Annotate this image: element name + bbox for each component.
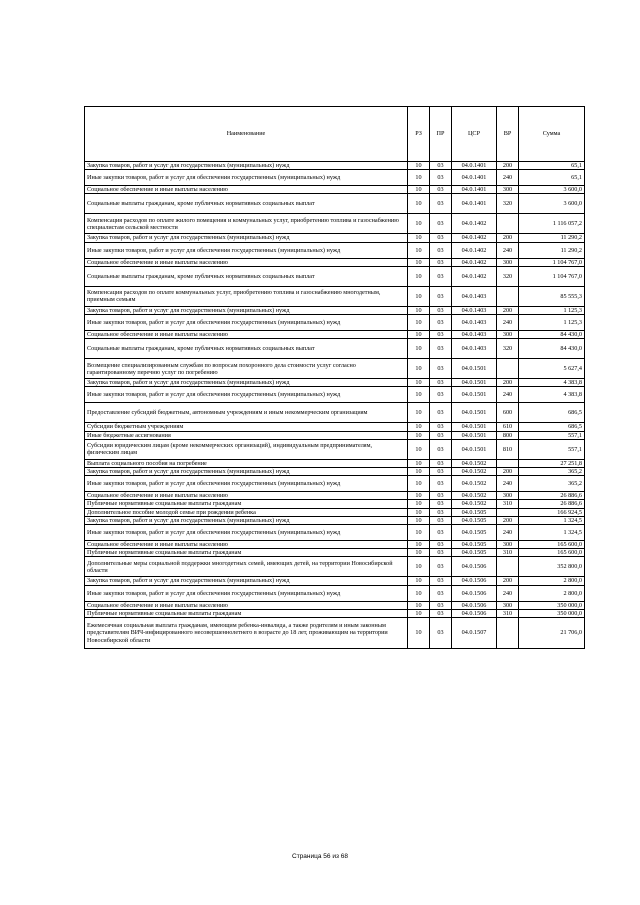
cell-rz: 10 [408,331,430,339]
cell-rz: 10 [408,459,430,467]
cell-pr: 03 [430,500,452,508]
cell-name: Иные закупки товаров, работ и услуг для обеспечения государственных (муниципальных) нужд [85,315,408,331]
cell-pr: 03 [430,306,452,314]
cell-vr [497,214,519,234]
cell-rz: 10 [408,516,430,524]
cell-vr: 300 [497,186,519,194]
cell-pr: 03 [430,525,452,541]
table-row [85,601,585,609]
cell-pr: 03 [430,186,452,194]
cell-pr: 03 [430,585,452,601]
cell-rz: 10 [408,557,430,577]
cell-sum: 5 627,4 [519,359,585,379]
cell-name: Ежемесячная социальная выплата гражданам, имеющим ребенка-инвалида, а также родителям и иным законным представителям ВИЧ-инфицированного несовершеннолетнего в возрасте до 18 лет, проживающим на территории Новосибирской области [85,618,408,649]
cell-rz: 10 [408,234,430,242]
table-row [85,439,585,459]
cell-sum: 1 104 767,0 [519,266,585,286]
cell-rz: 10 [408,618,430,649]
cell-name: Социальные выплаты гражданам, кроме публичных нормативных социальных выплат [85,266,408,286]
cell-vr: 600 [497,403,519,423]
cell-name: Дополнительные меры социальной поддержки многодетных семей, имеющих детей, на территории Новосибирской области [85,557,408,577]
cell-csr: 04.0.1506 [452,557,497,577]
cell-csr: 04.0.1501 [452,439,497,459]
cell-rz: 10 [408,214,430,234]
table-row [85,214,585,234]
table-row [85,431,585,439]
table-row [85,492,585,500]
table-row [85,170,585,186]
table-header [85,107,585,162]
cell-pr: 03 [430,431,452,439]
cell-name: Иные закупки товаров, работ и услуг для обеспечения государственных (муниципальных) нужд [85,476,408,492]
cell-pr: 03 [430,508,452,516]
cell-csr: 04.0.1506 [452,577,497,585]
cell-pr: 03 [430,387,452,403]
cell-vr: 300 [497,492,519,500]
cell-pr: 03 [430,315,452,331]
cell-sum: 165 600,0 [519,549,585,557]
cell-vr: 300 [497,258,519,266]
table-row [85,186,585,194]
cell-pr: 03 [430,194,452,214]
cell-rz: 10 [408,186,430,194]
cell-csr: 04.0.1502 [452,476,497,492]
cell-sum: 2 800,0 [519,577,585,585]
cell-sum: 365,2 [519,476,585,492]
cell-name: Компенсация расходов по оплате жилого помещения и коммунальных услуг, приобретению топлива и газоснабжению специалистам сельской местности [85,214,408,234]
cell-rz: 10 [408,577,430,585]
cell-rz: 10 [408,387,430,403]
cell-rz: 10 [408,339,430,359]
cell-sum: 27 251,8 [519,459,585,467]
cell-vr: 300 [497,601,519,609]
cell-csr: 04.0.1501 [452,423,497,431]
cell-csr: 04.0.1401 [452,170,497,186]
cell-pr: 03 [430,423,452,431]
cell-vr: 200 [497,306,519,314]
cell-vr: 240 [497,170,519,186]
cell-name: Социальное обеспечение и иные выплаты населению [85,258,408,266]
header-rz: РЗ [408,107,430,162]
cell-rz: 10 [408,601,430,609]
cell-sum: 21 706,0 [519,618,585,649]
cell-vr: 300 [497,541,519,549]
cell-csr: 04.0.1505 [452,549,497,557]
cell-pr: 03 [430,379,452,387]
table-row [85,423,585,431]
cell-csr: 04.0.1402 [452,266,497,286]
cell-vr: 200 [497,468,519,476]
cell-rz: 10 [408,549,430,557]
cell-rz: 10 [408,194,430,214]
cell-vr: 300 [497,331,519,339]
cell-vr [497,286,519,306]
cell-csr: 04.0.1501 [452,403,497,423]
cell-rz: 10 [408,286,430,306]
cell-sum: 85 555,3 [519,286,585,306]
cell-pr: 03 [430,618,452,649]
cell-vr: 240 [497,315,519,331]
cell-rz: 10 [408,500,430,508]
cell-name: Предоставление субсидий бюджетным, автономным учреждениям и иным некоммерческим организациям [85,403,408,423]
table-row [85,609,585,617]
cell-sum: 84 430,0 [519,339,585,359]
table-row [85,286,585,306]
cell-pr: 03 [430,286,452,306]
cell-rz: 10 [408,431,430,439]
cell-name: Закупка товаров, работ и услуг для государственных (муниципальных) нужд [85,234,408,242]
cell-rz: 10 [408,423,430,431]
cell-pr: 03 [430,492,452,500]
table-row [85,508,585,516]
cell-rz: 10 [408,306,430,314]
table-row [85,516,585,524]
cell-sum: 557,1 [519,431,585,439]
cell-sum: 1 324,5 [519,516,585,524]
cell-rz: 10 [408,242,430,258]
cell-name: Закупка товаров, работ и услуг для государственных (муниципальных) нужд [85,306,408,314]
cell-sum: 65,1 [519,170,585,186]
cell-vr: 200 [497,516,519,524]
cell-rz: 10 [408,439,430,459]
table-row [85,339,585,359]
cell-csr: 04.0.1401 [452,186,497,194]
page-footer: Страница 56 из 68 [292,853,348,860]
cell-csr: 04.0.1403 [452,315,497,331]
cell-vr: 310 [497,500,519,508]
cell-sum: 65,1 [519,162,585,170]
cell-pr: 03 [430,577,452,585]
cell-vr: 810 [497,439,519,459]
table-row [85,585,585,601]
cell-csr: 04.0.1401 [452,194,497,214]
table-row [85,500,585,508]
cell-pr: 03 [430,162,452,170]
cell-rz: 10 [408,609,430,617]
cell-sum: 350 000,0 [519,601,585,609]
table-row [85,242,585,258]
cell-sum: 1 104 767,0 [519,258,585,266]
cell-name: Иные закупки товаров, работ и услуг для обеспечения государственных (муниципальных) нужд [85,585,408,601]
table-row [85,194,585,214]
cell-pr: 03 [430,242,452,258]
cell-csr: 04.0.1506 [452,601,497,609]
cell-pr: 03 [430,609,452,617]
cell-csr: 04.0.1502 [452,459,497,467]
cell-name: Социальное обеспечение и иные выплаты населению [85,492,408,500]
cell-csr: 04.0.1502 [452,492,497,500]
cell-vr: 240 [497,242,519,258]
cell-pr: 03 [430,468,452,476]
cell-sum: 165 600,0 [519,541,585,549]
cell-name: Публичные нормативные социальные выплаты гражданам [85,500,408,508]
cell-rz: 10 [408,585,430,601]
cell-rz: 10 [408,170,430,186]
cell-name: Возмещение специализированным службам по вопросам похоронного дела стоимости услуг согласно гарантированному перечню услуг по погребению [85,359,408,379]
cell-rz: 10 [408,476,430,492]
table-row [85,476,585,492]
cell-vr: 800 [497,431,519,439]
cell-sum: 4 383,8 [519,387,585,403]
cell-vr: 240 [497,585,519,601]
cell-csr: 04.0.1402 [452,242,497,258]
cell-csr: 04.0.1506 [452,585,497,601]
cell-vr: 320 [497,194,519,214]
cell-name: Субсидии юридическим лицам (кроме некоммерческих организаций), индивидуальным предпринимателям, физическим лицам [85,439,408,459]
cell-csr: 04.0.1502 [452,500,497,508]
table-row [85,315,585,331]
table-body [85,162,585,649]
cell-pr: 03 [430,557,452,577]
cell-csr: 04.0.1403 [452,286,497,306]
table-row [85,557,585,577]
cell-csr: 04.0.1401 [452,162,497,170]
table-row [85,359,585,379]
cell-vr: 200 [497,379,519,387]
cell-vr: 240 [497,387,519,403]
cell-sum: 11 290,2 [519,242,585,258]
table-row [85,234,585,242]
cell-rz: 10 [408,403,430,423]
table-row [85,459,585,467]
cell-name: Социальные выплаты гражданам, кроме публичных нормативных социальных выплат [85,339,408,359]
cell-sum: 1 324,5 [519,525,585,541]
cell-vr: 240 [497,476,519,492]
cell-name: Закупка товаров, работ и услуг для государственных (муниципальных) нужд [85,577,408,585]
cell-name: Субсидии бюджетным учреждениям [85,423,408,431]
cell-rz: 10 [408,266,430,286]
cell-sum: 686,5 [519,403,585,423]
cell-pr: 03 [430,601,452,609]
budget-table [84,106,585,649]
cell-pr: 03 [430,459,452,467]
cell-sum: 350 000,0 [519,609,585,617]
cell-csr: 04.0.1507 [452,618,497,649]
table-row [85,541,585,549]
table-row [85,468,585,476]
cell-rz: 10 [408,258,430,266]
cell-name: Закупка товаров, работ и услуг для государственных (муниципальных) нужд [85,162,408,170]
cell-rz: 10 [408,508,430,516]
cell-csr: 04.0.1501 [452,431,497,439]
cell-pr: 03 [430,170,452,186]
cell-csr: 04.0.1505 [452,508,497,516]
cell-rz: 10 [408,492,430,500]
cell-name: Социальные выплаты гражданам, кроме публичных нормативных социальных выплат [85,194,408,214]
cell-name: Компенсация расходов по оплате коммунальных услуг, приобретению топлива и газоснабжению многодетным, приемным семьям [85,286,408,306]
table-row [85,162,585,170]
cell-pr: 03 [430,331,452,339]
cell-sum: 1 125,3 [519,306,585,314]
cell-sum: 84 430,0 [519,331,585,339]
cell-pr: 03 [430,516,452,524]
cell-name: Закупка товаров, работ и услуг для государственных (муниципальных) нужд [85,468,408,476]
cell-name: Дополнительное пособие молодой семье при рождении ребенка [85,508,408,516]
cell-name: Иные бюджетные ассигнования [85,431,408,439]
cell-sum: 26 886,6 [519,492,585,500]
cell-name: Иные закупки товаров, работ и услуг для обеспечения государственных (муниципальных) нужд [85,525,408,541]
cell-sum: 352 800,0 [519,557,585,577]
cell-rz: 10 [408,162,430,170]
cell-csr: 04.0.1506 [452,609,497,617]
cell-rz: 10 [408,541,430,549]
cell-vr: 320 [497,339,519,359]
cell-vr: 200 [497,162,519,170]
cell-csr: 04.0.1502 [452,468,497,476]
cell-vr [497,359,519,379]
cell-pr: 03 [430,359,452,379]
cell-sum: 26 886,6 [519,500,585,508]
cell-name: Публичные нормативные социальные выплаты гражданам [85,609,408,617]
cell-rz: 10 [408,379,430,387]
table-row [85,258,585,266]
cell-csr: 04.0.1402 [452,258,497,266]
cell-sum: 166 924,5 [519,508,585,516]
cell-sum: 1 116 057,2 [519,214,585,234]
cell-pr: 03 [430,234,452,242]
cell-name: Иные закупки товаров, работ и услуг для обеспечения государственных (муниципальных) нужд [85,170,408,186]
cell-sum: 557,1 [519,439,585,459]
cell-csr: 04.0.1402 [452,214,497,234]
cell-csr: 04.0.1505 [452,541,497,549]
header-csr: ЦСР [452,107,497,162]
cell-name: Социальное обеспечение и иные выплаты населению [85,601,408,609]
cell-name: Иные закупки товаров, работ и услуг для обеспечения государственных (муниципальных) нужд [85,387,408,403]
cell-sum: 365,2 [519,468,585,476]
table-row [85,387,585,403]
cell-name: Выплата социального пособия на погребение [85,459,408,467]
cell-rz: 10 [408,315,430,331]
table-row [85,525,585,541]
header-pr: ПР [430,107,452,162]
table-row [85,306,585,314]
cell-vr [497,459,519,467]
cell-vr: 200 [497,577,519,585]
cell-vr: 310 [497,549,519,557]
cell-name: Иные закупки товаров, работ и услуг для обеспечения государственных (муниципальных) нужд [85,242,408,258]
cell-rz: 10 [408,525,430,541]
cell-vr [497,618,519,649]
cell-vr: 200 [497,234,519,242]
cell-pr: 03 [430,476,452,492]
cell-csr: 04.0.1403 [452,339,497,359]
cell-vr: 310 [497,609,519,617]
header-sum: Сумма [519,107,585,162]
cell-pr: 03 [430,403,452,423]
cell-csr: 04.0.1505 [452,525,497,541]
cell-vr [497,557,519,577]
cell-name: Социальное обеспечение и иные выплаты населению [85,541,408,549]
cell-sum: 3 600,0 [519,186,585,194]
cell-csr: 04.0.1501 [452,379,497,387]
table-row [85,331,585,339]
cell-sum: 4 383,8 [519,379,585,387]
cell-vr: 320 [497,266,519,286]
cell-name: Закупка товаров, работ и услуг для государственных (муниципальных) нужд [85,516,408,524]
cell-rz: 10 [408,359,430,379]
cell-pr: 03 [430,258,452,266]
cell-pr: 03 [430,549,452,557]
cell-csr: 04.0.1403 [452,331,497,339]
cell-pr: 03 [430,439,452,459]
cell-pr: 03 [430,541,452,549]
cell-pr: 03 [430,339,452,359]
cell-sum: 11 290,2 [519,234,585,242]
cell-csr: 04.0.1402 [452,234,497,242]
cell-name: Социальное обеспечение и иные выплаты населению [85,331,408,339]
table-row [85,403,585,423]
cell-csr: 04.0.1501 [452,359,497,379]
cell-csr: 04.0.1505 [452,516,497,524]
cell-name: Закупка товаров, работ и услуг для государственных (муниципальных) нужд [85,379,408,387]
cell-rz: 10 [408,468,430,476]
cell-vr: 610 [497,423,519,431]
cell-csr: 04.0.1501 [452,387,497,403]
cell-vr: 240 [497,525,519,541]
cell-csr: 04.0.1403 [452,306,497,314]
header-name: Наименование [85,107,408,162]
table-row [85,266,585,286]
table-row [85,618,585,649]
table-row [85,379,585,387]
cell-sum: 1 125,3 [519,315,585,331]
cell-pr: 03 [430,266,452,286]
cell-pr: 03 [430,214,452,234]
cell-sum: 2 800,0 [519,585,585,601]
cell-vr [497,508,519,516]
table-row [85,577,585,585]
cell-name: Социальное обеспечение и иные выплаты населению [85,186,408,194]
header-vr: ВР [497,107,519,162]
table-row [85,549,585,557]
cell-sum: 3 600,0 [519,194,585,214]
cell-sum: 686,5 [519,423,585,431]
cell-name: Публичные нормативные социальные выплаты гражданам [85,549,408,557]
